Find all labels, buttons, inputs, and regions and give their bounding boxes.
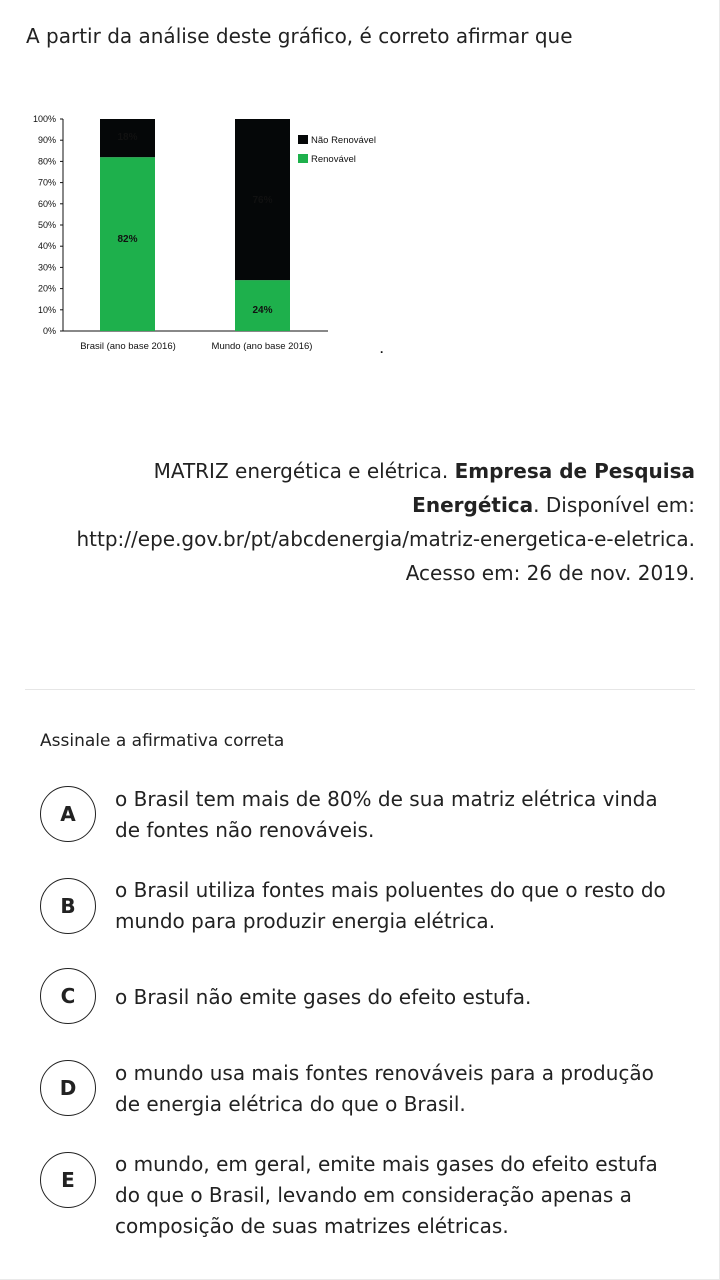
x-category-label: Brasil (ano base 2016)	[80, 341, 176, 352]
y-tick-label: 10%	[37, 304, 56, 315]
option-text-b[interactable]: o Brasil utiliza fontes mais poluentes do que o resto do mundo para produzir energia elétrica.	[115, 878, 666, 933]
option-text-a[interactable]: o Brasil tem mais de 80% de sua matriz elétrica vinda de fontes não renováveis.	[115, 787, 658, 842]
y-tick-label: 100%	[32, 114, 56, 124]
legend-label: Renovável	[311, 154, 356, 165]
option-letter-e[interactable]: E	[40, 1152, 96, 1208]
data-label: 18%	[117, 132, 138, 143]
option-letter-c[interactable]: C	[40, 968, 96, 1024]
legend-swatch	[298, 135, 308, 144]
y-tick-label: 40%	[37, 241, 56, 252]
citation-part1: MATRIZ energética e elétrica.	[153, 459, 455, 483]
data-label: 82%	[117, 234, 138, 246]
y-tick-label: 90%	[37, 135, 56, 146]
data-label: 76%	[252, 195, 273, 206]
option-letter-b[interactable]: B	[40, 878, 96, 934]
citation-source: Empresa de Pesquisa Energética	[412, 459, 695, 517]
option-letter-a[interactable]: A	[40, 786, 96, 842]
divider	[25, 689, 695, 690]
legend-swatch	[298, 154, 308, 163]
data-label: 24%	[252, 305, 273, 317]
y-tick-label: 20%	[37, 283, 56, 294]
y-tick-label: 60%	[37, 198, 56, 209]
citation-part2: . Disponível em: http://epe.gov.br/pt/abcdenergia/matriz-energetica-e-eletrica. Acesso em: 26 de nov. 2019.	[76, 493, 695, 585]
option-letter-d[interactable]: D	[40, 1060, 96, 1116]
y-tick-label: 50%	[37, 220, 56, 230]
y-tick-label: 30%	[37, 262, 56, 273]
option-text-d[interactable]: o mundo usa mais fontes renováveis para a produção de energia elétrica do que o Brasil.	[115, 1061, 654, 1116]
question-text: A partir da análise deste gráfico, é correto afirmar que	[26, 24, 573, 48]
energy-matrix-chart	[18, 108, 398, 363]
legend-label: Não Renovável	[311, 135, 376, 146]
prompt-text: Assinale a afirmativa correta	[40, 731, 285, 751]
citation	[30, 454, 695, 590]
option-text-e[interactable]: o mundo, em geral, emite mais gases do efeito estufa do que o Brasil, levando em consideração apenas a composição de suas matrizes elétricas.	[115, 1152, 658, 1238]
trailing-dot: .	[380, 342, 384, 356]
y-tick-label: 80%	[37, 156, 56, 167]
x-category-label: Mundo (ano base 2016)	[211, 341, 313, 352]
y-tick-label: 70%	[37, 177, 56, 188]
y-tick-label: 0%	[42, 326, 56, 336]
option-text-c[interactable]: o Brasil não emite gases do efeito estufa.	[115, 985, 532, 1009]
